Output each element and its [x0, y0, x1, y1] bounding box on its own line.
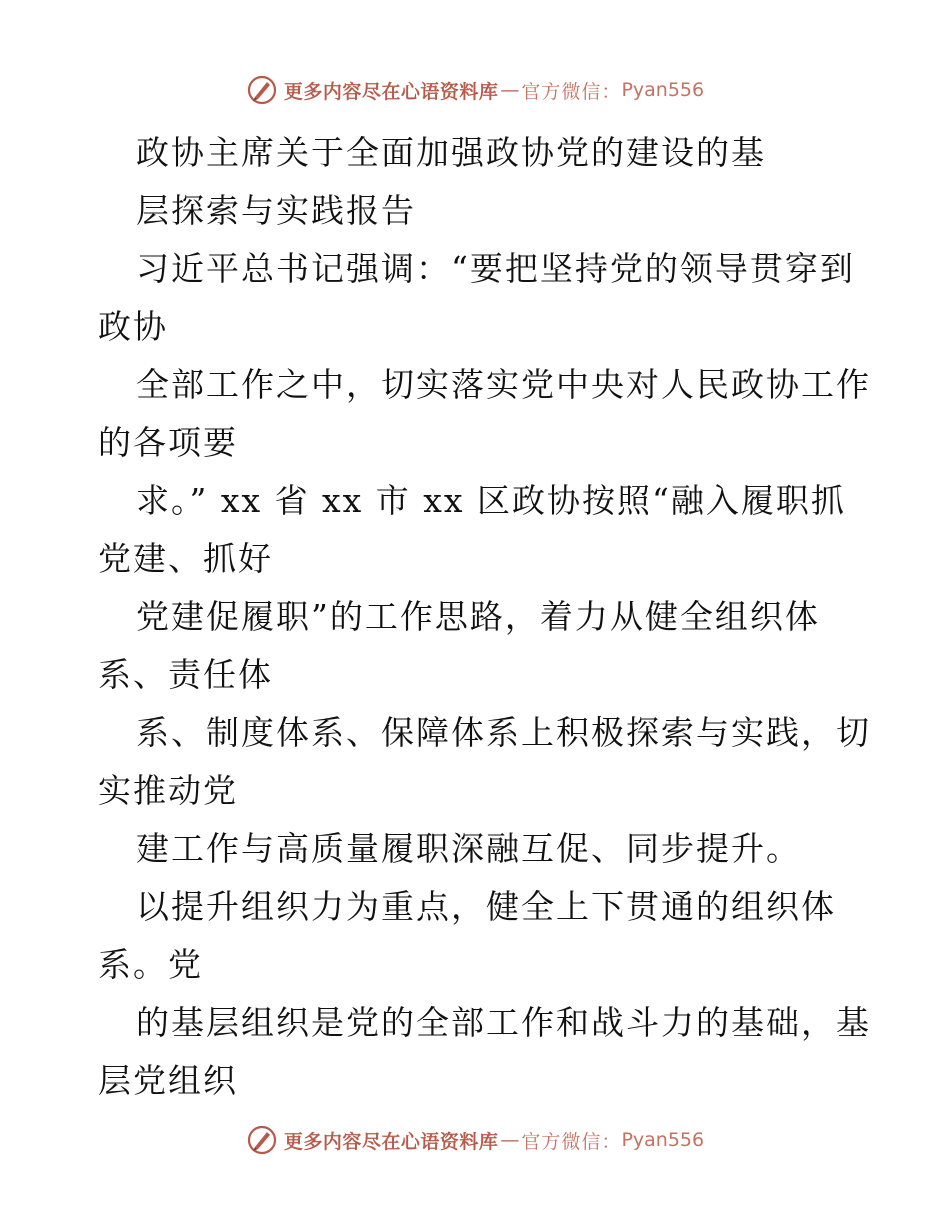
- text-line: 政协: [98, 307, 168, 346]
- pen-logo-icon: [246, 1124, 278, 1156]
- pen-logo-icon: [246, 74, 278, 106]
- text-line: 的各项要: [98, 423, 238, 462]
- text-line: 实推动党: [98, 771, 238, 810]
- text-line: 党建、抓好: [98, 539, 273, 578]
- text-line: 的基层组织是党的全部工作和战斗力的基础，基: [136, 1003, 871, 1042]
- text-line: 系。党: [98, 945, 203, 984]
- watermark-id: Pyan556: [621, 79, 705, 101]
- text-line: 以提升组织力为重点，健全上下贯通的组织体: [136, 887, 836, 926]
- watermark-text: 更多内容尽在心语资料库: [283, 80, 499, 103]
- watermark-sub: 官方微信：: [521, 80, 622, 103]
- text-line: 层党组织: [98, 1061, 238, 1100]
- text-line: 习近平总书记强调：“要把坚持党的领导贯穿到: [136, 249, 855, 288]
- watermark-dash: —: [500, 79, 520, 101]
- watermark-sub: 官方微信：: [521, 1130, 622, 1153]
- text-line: 求。” xx 省 xx 市 xx 区政协按照“融入履职抓: [136, 481, 846, 520]
- footer-watermark: [0, 1120, 950, 1160]
- text-line: 系、责任体: [98, 655, 273, 694]
- header-watermark: [0, 70, 950, 110]
- watermark-dash: —: [500, 1129, 520, 1151]
- text-line: 层探索与实践报告: [136, 191, 416, 230]
- watermark-id: Pyan556: [621, 1129, 705, 1151]
- text-line: 建工作与高质量履职深融互促、同步提升。: [136, 829, 801, 868]
- text-line: 全部工作之中，切实落实党中央对人民政协工作: [136, 365, 871, 404]
- text-line: 政协主席关于全面加强政协党的建设的基: [136, 133, 766, 172]
- document-body: [98, 124, 871, 1110]
- text-line: 党建促履职”的工作思路，着力从健全组织体: [136, 597, 820, 636]
- watermark-text: 更多内容尽在心语资料库: [283, 1130, 499, 1153]
- text-line: 系、制度体系、保障体系上积极探索与实践，切: [136, 713, 871, 752]
